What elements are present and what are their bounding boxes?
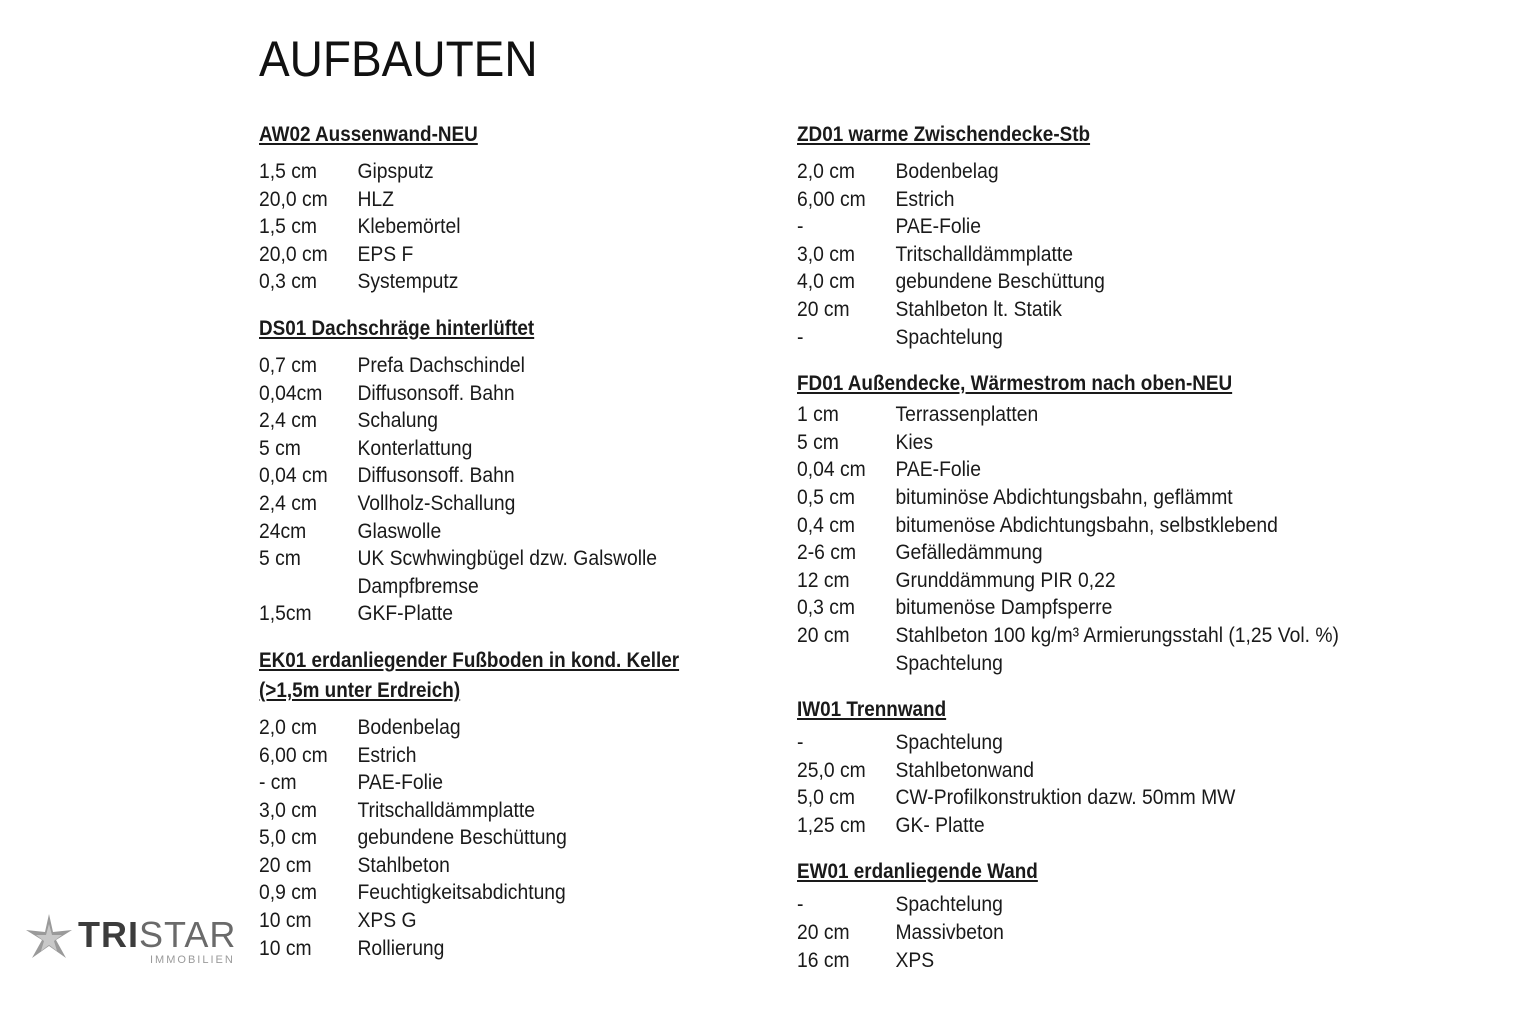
layer-thickness	[259, 573, 357, 601]
layer-material: Diffusonsoff. Bahn	[357, 464, 515, 488]
layer-material: XPS	[895, 948, 935, 972]
logo-subtitle: IMMOBILIEN	[150, 954, 235, 966]
layer-thickness: 6,00 cm	[259, 743, 328, 767]
layer-material: Spachtelung	[895, 731, 1003, 755]
layer-material: PAE-Folie	[357, 771, 443, 795]
layer-row	[259, 518, 691, 546]
layer-material: Stahlbeton lt. Statik	[895, 297, 1062, 321]
section-heading: FD01 Außendecke, Wärmestrom nach oben-NEU	[797, 372, 1233, 396]
layer-row	[259, 407, 691, 435]
layer-row	[797, 567, 1441, 595]
layer-thickness: 0,5 cm	[797, 485, 855, 509]
layer-thickness	[797, 650, 895, 678]
layer-row	[797, 484, 1441, 512]
layer-material: Bodenbelag	[357, 715, 461, 739]
layer-thickness: 1,5 cm	[259, 215, 317, 239]
layer-thickness: 0,3 cm	[797, 596, 855, 620]
layer-material: Spachtelung	[895, 651, 1003, 675]
layer-material: Prefa Dachschindel	[357, 353, 525, 377]
layer-row	[797, 158, 1441, 186]
layer-thickness: 0,9 cm	[259, 881, 317, 905]
layer-thickness: 20 cm	[259, 853, 312, 877]
layer-row	[797, 757, 1441, 785]
layer-thickness: 10 cm	[259, 909, 312, 933]
layer-thickness: 1,5 cm	[259, 160, 317, 183]
layer-row	[259, 907, 691, 935]
layer-material: Klebemörtel	[357, 215, 461, 239]
layer-thickness: 0,04 cm	[259, 464, 328, 488]
layer-thickness: 2,4 cm	[259, 491, 317, 515]
section-heading: EW01 erdanliegende Wand	[797, 860, 1038, 884]
layer-row	[797, 622, 1441, 650]
layer-material: PAE-Folie	[895, 458, 981, 482]
section-iw01	[797, 695, 1497, 839]
layer-material: Terrassenplatten	[895, 403, 1039, 427]
layer-material: GKF-Platte	[357, 602, 454, 626]
layer-material: Kies	[895, 430, 934, 454]
section-aw02	[259, 120, 729, 296]
layer-thickness: 3,0 cm	[797, 242, 855, 266]
layer-thickness: 2,0 cm	[797, 160, 855, 183]
layer-row	[259, 490, 691, 518]
layer-row	[797, 812, 1441, 840]
layer-row	[259, 213, 691, 241]
layer-row	[259, 241, 691, 269]
layer-row	[797, 324, 1441, 352]
layer-thickness: 0,4 cm	[797, 513, 855, 537]
layer-thickness: 6,00 cm	[797, 187, 866, 211]
layer-material: Schalung	[357, 409, 439, 433]
layer-material: Grunddämmung PIR 0,22	[895, 568, 1116, 592]
layer-thickness: 20 cm	[797, 921, 850, 945]
logo-name-light: STAR	[139, 914, 237, 955]
layer-row	[797, 919, 1441, 947]
layer-material: gebundene Beschüttung	[895, 270, 1105, 294]
layer-row	[259, 268, 691, 296]
layer-thickness: 16 cm	[797, 948, 850, 972]
layer-row	[797, 539, 1441, 567]
layer-thickness: 12 cm	[797, 568, 850, 592]
layer-material: Dampfbremse	[357, 574, 479, 598]
layer-thickness: 20,0 cm	[259, 187, 328, 211]
section-ew01	[797, 857, 1497, 974]
layer-row	[259, 545, 691, 573]
layer-material: Bodenbelag	[895, 160, 999, 183]
layer-material: bitumenöse Dampfsperre	[895, 596, 1113, 620]
layer-material: Stahlbetonwand	[895, 758, 1035, 782]
section-heading: EK01 erdanliegender Fußboden in kond. Keller	[259, 648, 680, 672]
layer-material: Gipsputz	[357, 160, 434, 183]
layer-row	[797, 429, 1441, 457]
layer-material: Vollholz-Schallung	[357, 491, 516, 515]
layer-thickness: -	[797, 215, 804, 239]
layer-material: Konterlattung	[357, 436, 473, 460]
layer-thickness: 4,0 cm	[797, 270, 855, 294]
section-heading-continued: (>1,5m unter Erdreich)	[259, 678, 461, 702]
section-zd01	[797, 120, 1497, 351]
layer-material: Diffusonsoff. Bahn	[357, 381, 515, 405]
section-heading: IW01 Trennwand	[797, 698, 947, 722]
layer-row	[259, 879, 691, 907]
layer-material: bitumenöse Abdichtungsbahn, selbstklebend	[895, 513, 1278, 537]
layer-row	[797, 268, 1441, 296]
layer-material: bituminöse Abdichtungsbahn, geflämmt	[895, 485, 1233, 509]
layer-thickness: -	[797, 325, 804, 349]
layer-row	[797, 186, 1441, 214]
tristar-logo	[22, 910, 242, 970]
layer-material: Systemputz	[357, 270, 459, 294]
layer-thickness: 1,25 cm	[797, 813, 866, 837]
layer-row	[259, 824, 691, 852]
layer-thickness: 5,0 cm	[259, 826, 317, 850]
layer-row	[259, 435, 691, 463]
layer-row	[797, 512, 1441, 540]
layer-thickness: 20,0 cm	[259, 242, 328, 266]
layer-row	[259, 352, 691, 380]
layer-material: EPS F	[357, 242, 414, 266]
left-column	[259, 120, 729, 962]
layer-row	[259, 380, 691, 408]
section-ek01	[259, 646, 729, 962]
star-logo-icon	[22, 912, 76, 962]
layer-thickness: 0,04cm	[259, 381, 323, 405]
logo-wordmark	[78, 914, 236, 956]
layer-row	[797, 401, 1441, 429]
layer-row	[259, 935, 691, 963]
layer-row	[259, 462, 691, 490]
section-ds01	[259, 314, 729, 628]
layer-row	[797, 891, 1441, 919]
layer-thickness: 5 cm	[259, 547, 301, 571]
layer-list	[259, 714, 729, 962]
layer-row	[259, 742, 691, 770]
layer-list	[797, 401, 1497, 677]
section-heading: DS01 Dachschräge hinterlüftet	[259, 316, 535, 340]
layer-material: gebundene Beschüttung	[357, 826, 567, 850]
layer-material: Rollierung	[357, 936, 445, 960]
layer-list	[797, 891, 1497, 974]
layer-thickness: 5,0 cm	[797, 786, 855, 810]
section-heading: AW02 Aussenwand-NEU	[259, 123, 478, 146]
layer-row	[797, 456, 1441, 484]
section-fd01	[797, 369, 1497, 677]
page-title: AUFBAUTEN	[259, 31, 538, 87]
layer-list	[797, 729, 1497, 839]
layer-material: GK- Platte	[895, 813, 985, 837]
layer-row	[259, 600, 691, 628]
layer-material: CW-Profilkonstruktion dazw. 50mm MW	[895, 786, 1236, 810]
layer-thickness: 0,7 cm	[259, 353, 317, 377]
layer-material: Tritschalldämmplatte	[895, 242, 1073, 266]
layer-material: PAE-Folie	[895, 215, 981, 239]
layer-material: Estrich	[357, 743, 417, 767]
layer-thickness: 20 cm	[797, 623, 850, 647]
layer-material: Spachtelung	[895, 325, 1003, 349]
layer-thickness: 24cm	[259, 519, 307, 543]
layer-row	[259, 797, 691, 825]
layer-thickness: 10 cm	[259, 936, 312, 960]
layer-thickness: 25,0 cm	[797, 758, 866, 782]
logo-name-bold: TRI	[78, 914, 139, 955]
layer-thickness: 5 cm	[259, 436, 301, 460]
layer-material: Spachtelung	[895, 893, 1003, 917]
layer-thickness: 2,0 cm	[259, 715, 317, 739]
layer-material: HLZ	[357, 187, 394, 211]
layer-row	[797, 947, 1441, 975]
layer-thickness: 1 cm	[797, 403, 839, 427]
layer-thickness: 2-6 cm	[797, 541, 857, 565]
layer-list	[259, 352, 729, 628]
layer-thickness: -	[797, 731, 804, 755]
layer-row	[259, 573, 691, 601]
section-heading: ZD01 warme Zwischendecke-Stb	[797, 123, 1091, 146]
layer-material: Stahlbeton 100 kg/m³ Armierungsstahl (1,25 Vol. %)	[895, 623, 1339, 647]
layer-row	[259, 852, 691, 880]
layer-row	[259, 158, 691, 186]
layer-row	[797, 296, 1441, 324]
layer-row	[259, 769, 691, 797]
layer-list	[259, 158, 729, 296]
layer-thickness: -	[797, 893, 804, 917]
layer-material: Estrich	[895, 187, 955, 211]
layer-row	[259, 186, 691, 214]
layer-material: Stahlbeton	[357, 853, 450, 877]
layer-row	[797, 594, 1441, 622]
right-column	[797, 120, 1497, 974]
layer-material: UK Scwhwingbügel dzw. Galswolle	[357, 547, 658, 571]
layer-thickness: 5 cm	[797, 430, 839, 454]
layer-material: Glaswolle	[357, 519, 442, 543]
layer-material: XPS G	[357, 909, 417, 933]
layer-row	[259, 714, 691, 742]
layer-row	[797, 650, 1441, 678]
layer-row	[797, 729, 1441, 757]
layer-material: Feuchtigkeitsabdichtung	[357, 881, 566, 905]
layer-row	[797, 241, 1441, 269]
layer-thickness: 1,5cm	[259, 602, 312, 626]
layer-material: Gefälledämmung	[895, 541, 1043, 565]
layer-material: Massivbeton	[895, 921, 1004, 945]
layer-material: Tritschalldämmplatte	[357, 798, 535, 822]
layer-thickness: 0,04 cm	[797, 458, 866, 482]
layer-thickness: - cm	[259, 771, 297, 795]
layer-thickness: 2,4 cm	[259, 409, 317, 433]
layer-list	[797, 158, 1497, 351]
layer-thickness: 3,0 cm	[259, 798, 317, 822]
layer-row	[797, 213, 1441, 241]
layer-thickness: 20 cm	[797, 297, 850, 321]
layer-row	[797, 784, 1441, 812]
layer-thickness: 0,3 cm	[259, 270, 317, 294]
